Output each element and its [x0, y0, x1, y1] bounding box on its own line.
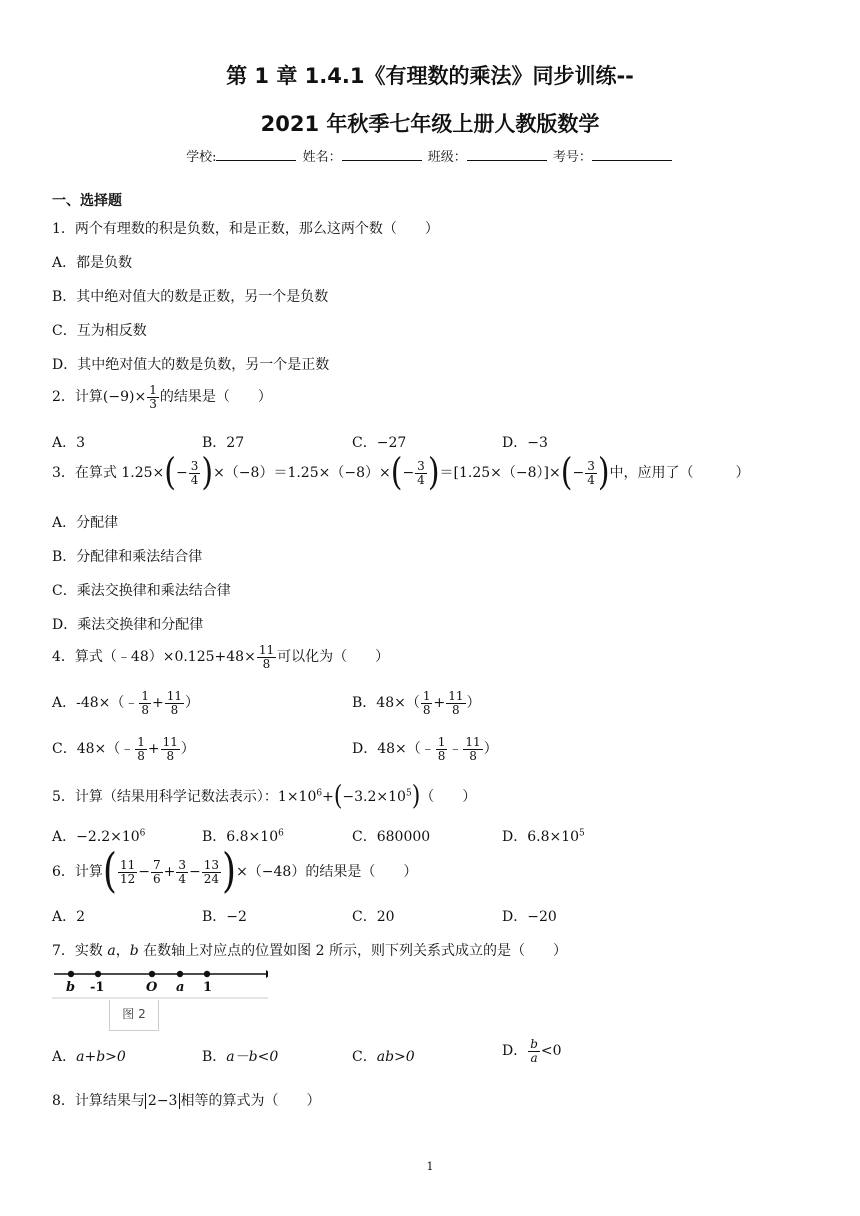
q4-fraction: $\frac{11}{8}$: [258, 643, 275, 671]
q5-suffix: （ ）: [420, 789, 477, 805]
q3-option-a: A．分配律: [52, 515, 119, 531]
q7-stem: 7．实数 a，b 在数轴上对应点的位置如图 2 所示，则下列关系式成立的是（ ）: [52, 943, 567, 959]
q2-suffix: 的结果是（ ）: [159, 389, 272, 406]
q7-option-d: D． $\frac{b}{a}$ <0: [502, 1037, 562, 1065]
number-line-figure: [52, 964, 268, 1034]
q5-option-a: A．$-2.2\times 10^6$: [52, 828, 146, 845]
q2-option-d: D．−3: [502, 435, 548, 451]
q7-option-a: A．a+b>0: [52, 1049, 126, 1065]
class-label: 班级：: [427, 150, 467, 165]
point-one: [204, 971, 210, 977]
q5-option-b: B．$6.8\times 10^6$: [202, 828, 284, 845]
q3-fraction-2: $\frac{3}{4}$: [417, 458, 425, 487]
q4-prefix: 4．算式（﹣48）×0.125+48×: [52, 649, 256, 666]
q3-prefix: 3．在算式 1.25×: [52, 465, 165, 481]
q4-option-a: A．-48×（﹣ $\frac{1}{8}$ + $\frac{11}{8}$ ）: [52, 689, 200, 717]
q1-stem: 1．两个有理数的积是负数，和是正数，那么这两个数（ ）: [52, 221, 439, 237]
q6-prefix: 6．计算: [52, 864, 103, 880]
q8-abs-expr: 2−3: [145, 1093, 181, 1109]
q6-option-d: D．−20: [502, 909, 557, 925]
point-neg-one: [95, 971, 101, 977]
q2-option-b: B．27: [202, 435, 245, 451]
axis-label-one: 1: [203, 980, 213, 995]
exam-number-label: 考号：: [552, 150, 592, 165]
q2-prefix: 2．计算: [52, 389, 103, 406]
q4-stem: [52, 644, 389, 670]
q1-option-b: B．其中绝对值大的数是正数，另一个是负数: [52, 289, 329, 305]
class-blank[interactable]: [467, 148, 547, 161]
q1-option-d: D．其中绝对值大的数是负数，另一个是正数: [52, 357, 330, 373]
point-b: [68, 971, 74, 977]
q3-fraction-1: $\frac{3}{4}$: [190, 458, 199, 487]
page-number: 1: [426, 1160, 434, 1173]
q3-fraction-3: $\frac{3}{4}$: [587, 458, 595, 487]
q1-option-a: A．都是负数: [52, 255, 133, 271]
q2-option-a: A．3: [52, 435, 86, 451]
q6-stem: 6．计算( $\frac{11}{12}$ − $\frac{7}{6}$ + $\frac{3}{4}$ − $\frac{13}{24}$ )×（−48）的结果是（ ）: [52, 844, 418, 898]
q6-option-c: C．20: [352, 909, 395, 925]
point-origin: [149, 971, 155, 977]
q2-option-c: C．−27: [352, 435, 407, 451]
q2-expr: (−9)×: [102, 389, 147, 406]
q4-suffix: 可以化为（ ）: [277, 649, 390, 666]
q2-stem: [52, 384, 272, 410]
q4-option-b: B．48×（ $\frac{1}{8}$ + $\frac{11}{8}$ ）: [352, 689, 481, 717]
axis-label-neg-one: -1: [90, 980, 105, 995]
q6-option-b: B．−2: [202, 909, 247, 925]
q4-option-c: C．48×（﹣ $\frac{1}{8}$ + $\frac{11}{8}$ ）: [52, 735, 195, 763]
q4-option-d: D．48×（﹣ $\frac{1}{8}$ ﹣ $\frac{11}{8}$ ）: [352, 735, 498, 763]
school-blank[interactable]: [216, 148, 296, 161]
q7-option-c: C．ab>0: [352, 1049, 415, 1065]
q3-stem: 3．在算式 1.25×(− $\frac{3}{4}$ )×（−8）＝1.25×（−8）×(− $\frac{3}{4}$ )＝[1.25×（−8）]×(− $\frac{3}{4}$ )中，应用了（ ）: [52, 450, 750, 495]
q3-part3: ＝[1.25×（−8）]×: [439, 465, 561, 481]
title-line-1: 第 1 章 1.4.1《有理数的乘法》同步训练--: [226, 64, 634, 88]
q7-option-b: B．a－b<0: [202, 1049, 279, 1065]
section-title: 一、选择题: [52, 193, 122, 209]
number-line: [52, 964, 268, 1004]
q3-option-d: D．乘法交换律和分配律: [52, 617, 204, 633]
q3-suffix: 中，应用了（ ）: [609, 465, 750, 481]
figure-caption: 图 2: [109, 1000, 159, 1031]
name-label: 姓名：: [302, 150, 342, 165]
q5-prefix: 5．计算（结果用科学记数法表示）：: [52, 789, 278, 805]
axis-label-a: a: [176, 980, 185, 995]
q3-part2: ×（−8）＝1.25×（−8）×: [213, 465, 391, 481]
axis-label-b: b: [66, 980, 76, 995]
q3-option-b: B．分配律和乘法结合律: [52, 549, 203, 565]
q5-option-c: C．680000: [352, 829, 431, 845]
q6-suffix: ×（−48）的结果是（ ）: [236, 864, 418, 880]
school-label: 学校:: [186, 150, 217, 165]
q8-stem: 8．计算结果与 2−3 相等的算式为（ ）: [52, 1093, 321, 1109]
q1-option-c: C．互为相反数: [52, 323, 147, 339]
q3-option-c: C．乘法交换律和乘法结合律: [52, 583, 231, 599]
exam-number-blank[interactable]: [592, 148, 672, 161]
q5-stem: 5．计算（结果用科学记数法表示）：$1\times 10^6+(-3.2\times 10^5)$（ ）: [52, 780, 477, 812]
name-blank[interactable]: [342, 148, 422, 161]
q5-option-d: D．$6.8\times 10^5$: [502, 828, 585, 845]
student-info-row: [0, 146, 860, 165]
q6-option-a: A．2: [52, 909, 86, 925]
title-line-2: 2021 年秋季七年级上册人教版数学: [260, 112, 600, 136]
point-a: [177, 971, 183, 977]
q2-fraction: $\frac{1}{3}$: [149, 383, 157, 411]
axis-label-origin: O: [146, 980, 158, 995]
